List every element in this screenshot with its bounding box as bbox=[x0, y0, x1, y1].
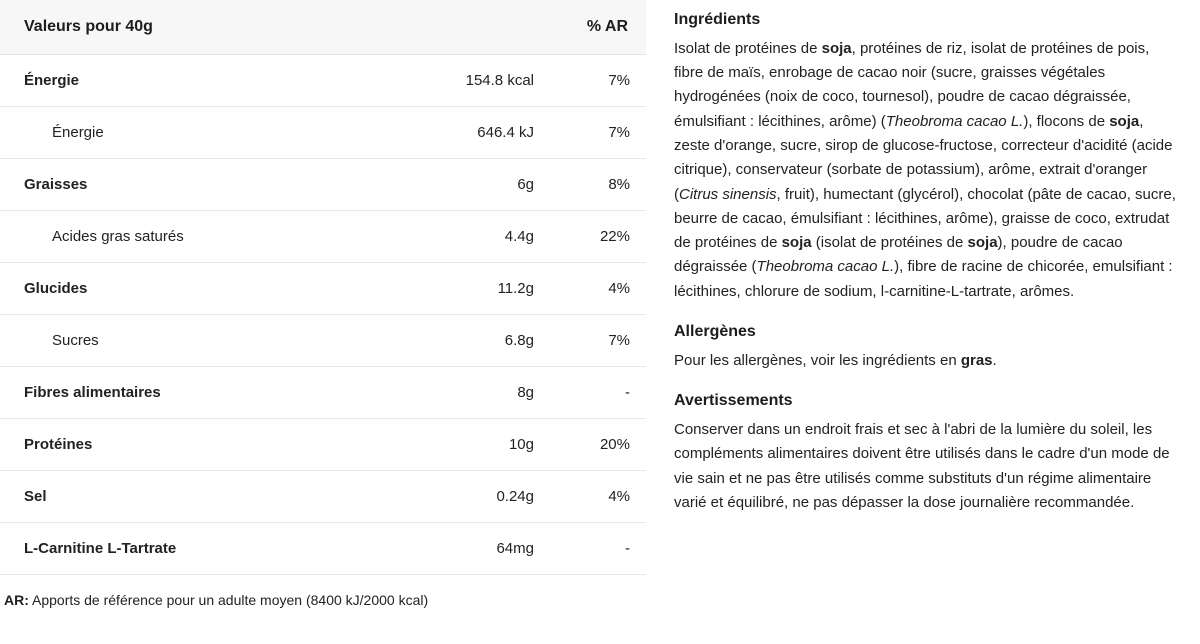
ingredient-fragment: ), flocons de bbox=[1023, 112, 1110, 130]
row-label: Graisses bbox=[0, 159, 350, 211]
row-ar: 7% bbox=[550, 315, 646, 367]
allergens-text-prefix: Pour les allergènes, voir les ingrédients en bbox=[674, 351, 961, 369]
row-value: 6g bbox=[350, 159, 550, 211]
row-value: 0.24g bbox=[350, 471, 550, 523]
ingredient-fragment: ), poudre de cacao dégraissée ( bbox=[674, 234, 1123, 276]
row-label: Acides gras saturés bbox=[0, 211, 350, 263]
allergens-text-bold: gras bbox=[960, 351, 993, 369]
row-value: 11.2g bbox=[350, 263, 550, 315]
ingredient-fragment: soja bbox=[781, 234, 812, 252]
allergens-text bbox=[674, 349, 1182, 373]
row-ar: - bbox=[550, 523, 646, 575]
header-ar: % AR bbox=[550, 0, 646, 55]
table-header bbox=[0, 0, 646, 55]
row-label: Fibres alimentaires bbox=[0, 367, 350, 419]
row-ar: 4% bbox=[550, 263, 646, 315]
row-label: Énergie bbox=[0, 55, 350, 107]
ingredient-fragment: , protéines de riz, isolat de protéines de pois, fibre de maïs, enrobage de cacao noir (sucre, graisses végétales hydrogénées (noix de coco, tournesol), poudre de cacao dégraissée, émulsifiant : lécithines, arôme) ( bbox=[674, 39, 1150, 130]
ingredient-fragment: (isolat de protéines de bbox=[811, 234, 968, 252]
table-row bbox=[0, 315, 646, 367]
row-ar: 7% bbox=[550, 55, 646, 107]
ingredient-fragment: Citrus sinensis bbox=[679, 185, 777, 203]
row-label: Énergie bbox=[0, 107, 350, 159]
row-value: 8g bbox=[350, 367, 550, 419]
row-ar: 7% bbox=[550, 107, 646, 159]
row-label: Glucides bbox=[0, 263, 350, 315]
ingredient-fragment: soja bbox=[821, 39, 852, 57]
row-value: 4.4g bbox=[350, 211, 550, 263]
row-value: 10g bbox=[350, 419, 550, 471]
table-header-row bbox=[0, 0, 646, 55]
table-row bbox=[0, 367, 646, 419]
ingredient-fragment: soja bbox=[1109, 112, 1140, 130]
table-row bbox=[0, 419, 646, 471]
row-ar: 20% bbox=[550, 419, 646, 471]
table-body bbox=[0, 55, 646, 575]
row-value: 6.8g bbox=[350, 315, 550, 367]
table-row bbox=[0, 211, 646, 263]
header-value bbox=[350, 0, 550, 55]
nutrition-table bbox=[0, 0, 646, 575]
ingredients-text bbox=[674, 37, 1182, 304]
row-label: Sel bbox=[0, 471, 350, 523]
row-label: L-Carnitine L-Tartrate bbox=[0, 523, 350, 575]
allergens-title: Allergènes bbox=[674, 323, 756, 341]
row-label: Sucres bbox=[0, 315, 350, 367]
ingredient-fragment: soja bbox=[967, 234, 998, 252]
ingredients-title: Ingrédients bbox=[674, 11, 761, 28]
table-row bbox=[0, 471, 646, 523]
ingredient-fragment: Isolat de protéines de bbox=[674, 39, 822, 57]
ingredient-fragment: Theobroma cacao L. bbox=[756, 258, 895, 276]
table-footnote bbox=[0, 575, 646, 611]
ingredient-fragment: , fruit), humectant (glycérol), chocolat (pâte de cacao, sucre, beurre de cacao, émulsifiant : lécithines, arôme), graisse de coco, extrudat de protéines de bbox=[674, 185, 1176, 252]
warnings-text: Conserver dans un endroit frais et sec à l'abri de la lumière du soleil, les compléments alimentaires doivent être utilisés dans le cadre d'un mode de vie sain et ne pas être utilisés comme substituts d'un régime alimentaire varié et équilibré, ne pas dépasser la dose journalière recommandée. bbox=[674, 420, 1170, 511]
footnote-text: Apports de référence pour un adulte moyen (8400 kJ/2000 kcal) bbox=[28, 592, 429, 608]
row-ar: 8% bbox=[550, 159, 646, 211]
table-row bbox=[0, 523, 646, 575]
ingredient-fragment: , zeste d'orange, sucre, sirop de glucose-fructose, correcteur d'acidité (acide citrique), conservateur (sorbate de potassium), arôme, extrait d'oranger ( bbox=[674, 112, 1173, 203]
allergens-text-suffix: . bbox=[992, 351, 997, 369]
table-row bbox=[0, 263, 646, 315]
row-value: 64mg bbox=[350, 523, 550, 575]
row-ar: 22% bbox=[550, 211, 646, 263]
row-ar: 4% bbox=[550, 471, 646, 523]
ingredient-fragment: ), fibre de racine de chicorée, emulsifiant : lécithines, chlorure de sodium, l-carnitine-L-tartrate, arômes. bbox=[674, 258, 1173, 300]
row-ar: - bbox=[550, 367, 646, 419]
header-label: Valeurs pour 40g bbox=[0, 0, 350, 55]
ingredient-fragment: Theobroma cacao L. bbox=[885, 112, 1024, 130]
row-value: 154.8 kcal bbox=[350, 55, 550, 107]
table-row bbox=[0, 159, 646, 211]
details-panel bbox=[646, 0, 1200, 644]
table-row bbox=[0, 55, 646, 107]
warnings-title: Avertissements bbox=[674, 392, 793, 410]
footnote-prefix: AR: bbox=[4, 592, 29, 608]
row-value: 646.4 kJ bbox=[350, 107, 550, 159]
table-row bbox=[0, 107, 646, 159]
row-label: Protéines bbox=[0, 419, 350, 471]
